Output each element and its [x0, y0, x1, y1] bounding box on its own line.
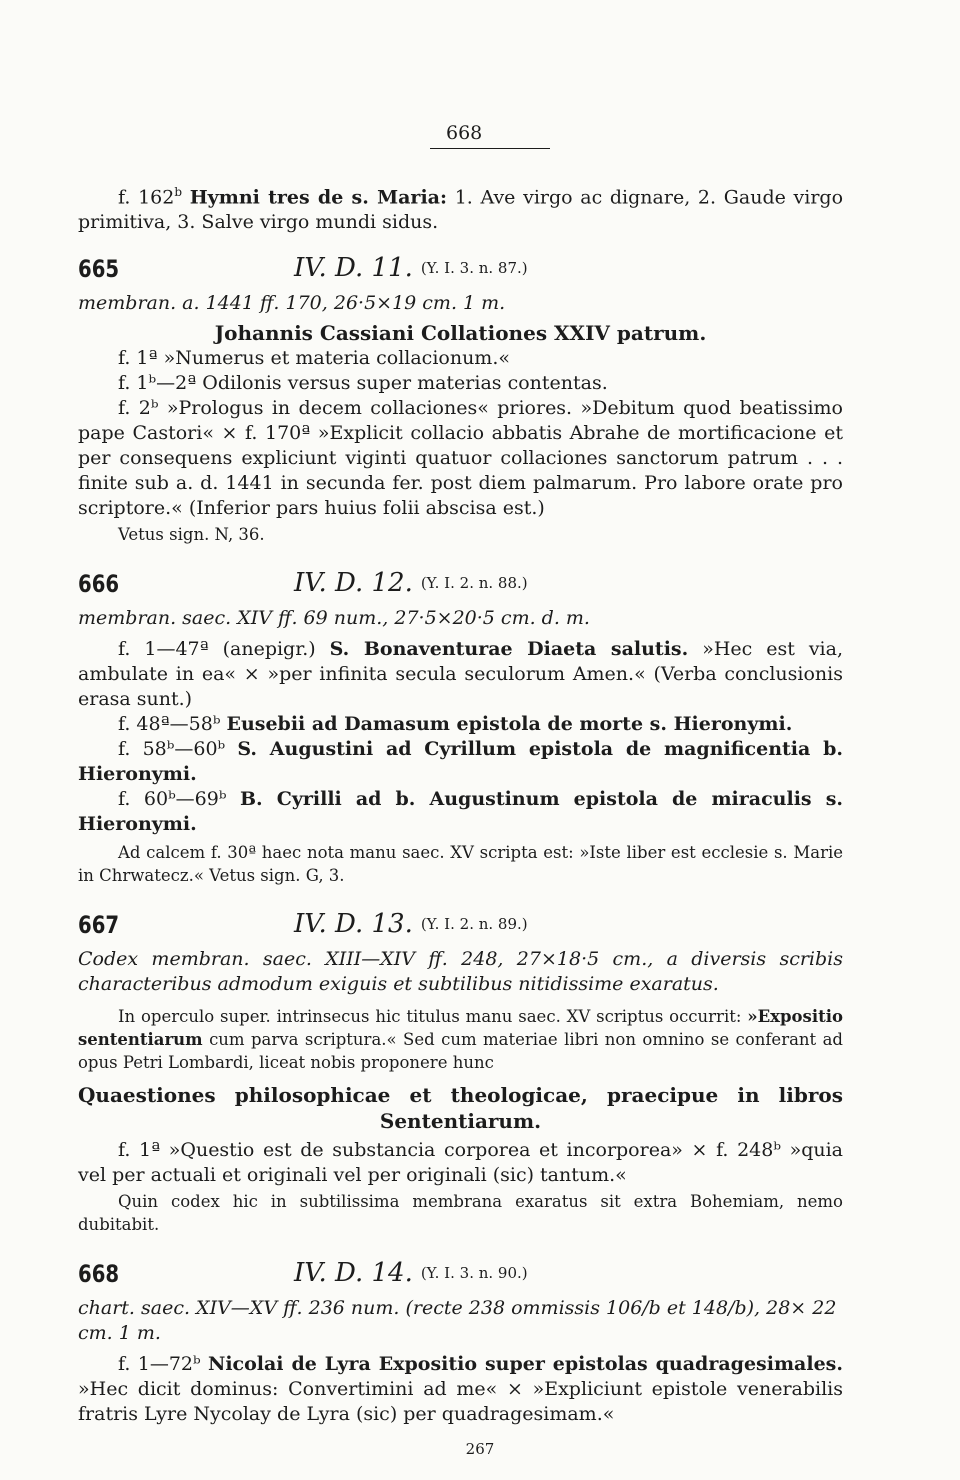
entry-note: Quin codex hic in subtilissima membrana exaratus sit extra Bohemiam, nemo dubitabit.: [78, 1192, 843, 1235]
entry-title: Johannis Cassiani Collationes XXIV patrum.: [214, 321, 707, 346]
entry-description: membran. saec. XIV ff. 69 num., 27·5×20·5 cm. d. m.: [78, 607, 590, 630]
entry-item: f. 58ᵇ—60ᵇ S. Augustini ad Cyrillum epistola de magnificentia b. Hieronymi.: [78, 738, 844, 786]
entry-description: chart. saec. XIV—XV ff. 236 num. (recte 238 ommissis 106/b et 148/b), 28× 22 cm. 1 m.: [78, 1297, 837, 1345]
entry-667: [78, 907, 843, 1236]
entry-title: Quaestiones philosophicae et theologicae, praecipue in libros Sententiarum.: [78, 1083, 843, 1134]
entry-signature: IV. D. 14. (Y. I. 3. n. 90.): [294, 1258, 528, 1289]
entry-header: [78, 1256, 843, 1296]
entry-item: f. 1—47ª (anepigr.) S. Bonaventurae Diaeta salutis. »Hec est via, ambulate in ea« × »per infinita secula seculorum Amen.« (Verba conclusionis erasa sunt.): [78, 638, 844, 711]
entry-line: f. 2ᵇ »Prologus in decem collaciones« priores. »Debitum quod beatissimo pape Castori« × f. 170ª »Explicit collacio abbatis Abrahe de mortificacione et per consequens expliciunt viginti quatuor collaciones sanctorum patrum . . . finite sub a. d. 1441 in secunda fer. post diem palmarum. Pro labore orate pro scriptore.« (Inferior pars huius folii abscisa est.): [78, 397, 843, 520]
entry-line: f. 1ª »Questio est de substancia corporea et incorporea» × f. 248ᵇ »quia vel per actuali et originali vel per originali (sic) tantum.«: [78, 1139, 843, 1187]
entry-header: [78, 907, 843, 947]
intro-paragraph: f. 162$^b$ Hymni tres de s. Maria: 1. Ave virgo ac dignare, 2. Gaude virgo primitiva, 3. Salve virgo mundi sidus.: [78, 185, 844, 234]
entry-number: 666: [78, 570, 120, 599]
entry-pre-note: In operculo super. intrinsecus hic titulus manu saec. XV scriptus occurrit: »Expositio sententiarum cum parva scriptura.« Sed cum materiae libri non omnino se conferant ad opus Petri Lombardi, liceat nobis proponere hunc: [78, 1007, 843, 1073]
entry-666: [78, 566, 843, 887]
entry-item: f. 48ª—58ᵇ Eusebii ad Damasum epistola de morte s. Hieronymi.: [118, 713, 793, 736]
entry-signature: IV. D. 13. (Y. I. 2. n. 89.): [294, 909, 528, 940]
entry-item: f. 1—72ᵇ Nicolai de Lyra Expositio super epistolas quadragesimales. »Hec dicit dominus: Convertimini ad me« × »Expliciunt epistole venerabilis fratris Lyre Nycolay de Lyra (sic) per quadragesimam.«: [78, 1353, 843, 1426]
entry-item: f. 60ᵇ—69ᵇ B. Cyrilli ad b. Augustinum epistola de miraculis s. Hieronymi.: [78, 788, 843, 836]
page-folio-number: 267: [465, 1440, 495, 1458]
entry-number: 668: [78, 1260, 120, 1289]
entry-665: [78, 251, 843, 546]
entry-header: [78, 251, 843, 291]
entry-signature: IV. D. 11. (Y. I. 3. n. 87.): [294, 253, 528, 284]
entry-line: f. 1ª »Numerus et materia collacionum.«: [118, 347, 510, 370]
entry-number: 665: [78, 255, 120, 284]
entry-signature: IV. D. 12. (Y. I. 2. n. 88.): [294, 568, 528, 599]
intro-title: Hymni tres de s. Maria:: [189, 186, 447, 209]
entry-description: Codex membran. saec. XIII—XIV ff. 248, 27×18·5 cm., a diversis scribis characteribus admodum exiguis et subtilibus nitidissime exaratus.: [78, 948, 843, 996]
entry-description: membran. a. 1441 ff. 170, 26·5×19 cm. 1 m.: [78, 292, 506, 315]
intro-entry: [78, 180, 843, 235]
entry-number: 667: [78, 911, 120, 940]
running-head: 668: [430, 122, 550, 149]
entry-note: Ad calcem f. 30ª haec nota manu saec. XV scripta est: »Iste liber est ecclesie s. Marie in Chrwatecz.« Vetus sign. G, 3.: [78, 843, 843, 886]
entry-line: f. 1ᵇ—2ª Odilonis versus super materias contentas.: [118, 372, 608, 395]
entry-note: Vetus sign. N, 36.: [118, 525, 265, 545]
entry-header: [78, 566, 843, 606]
page-body: [78, 110, 843, 1427]
entry-668: [78, 1256, 843, 1427]
